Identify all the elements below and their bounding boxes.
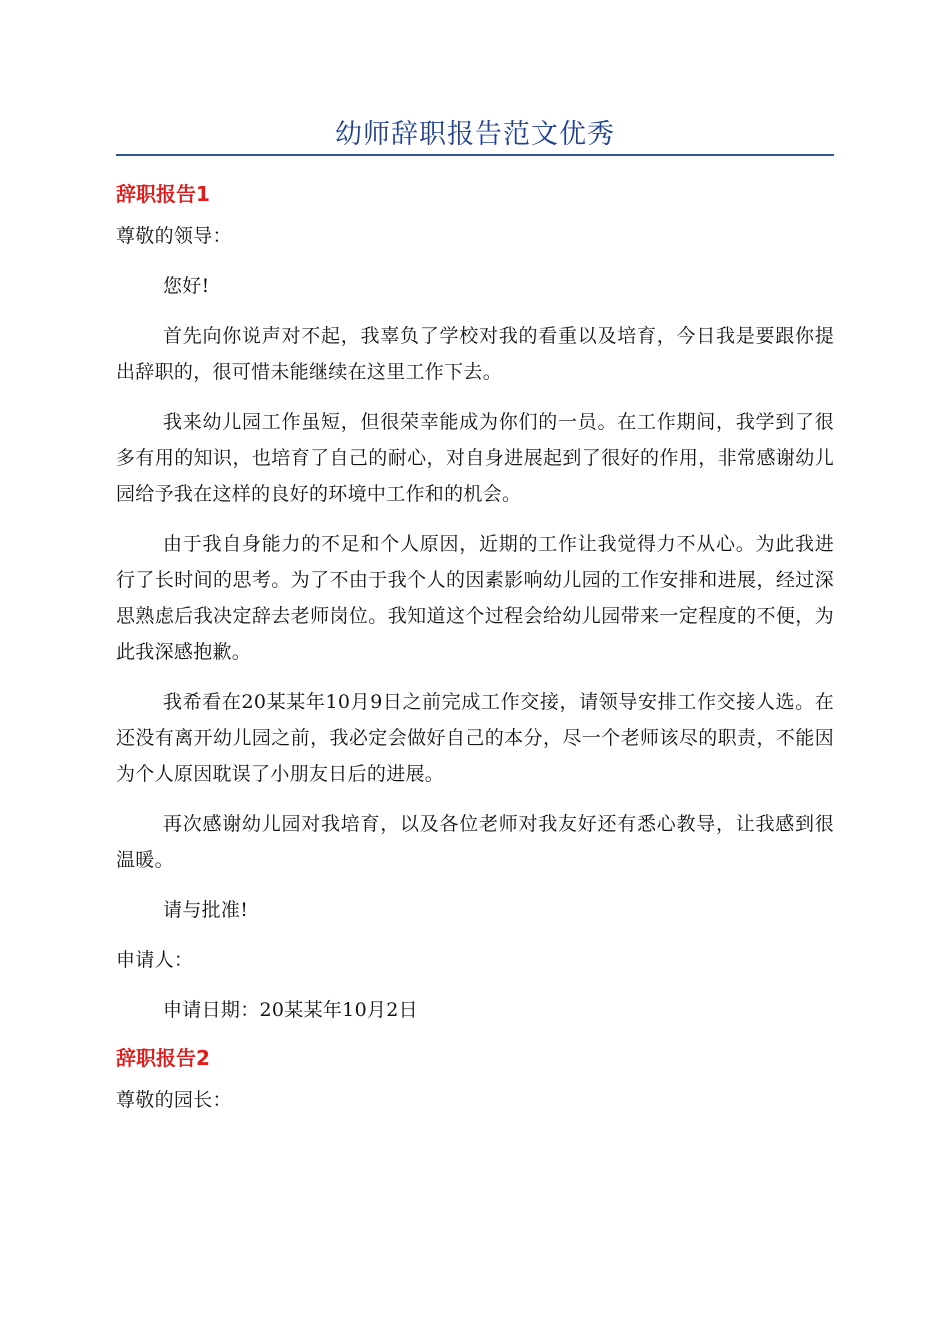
report-1-paragraph: 我希看在20某某年10月9日之前完成工作交接，请领导安排工作交接人选。在还没有离开幼儿园之前，我必定会做好自己的本分，尽一个老师该尽的职责，不能因为个人原因耽误了小朋友日后的进展。 [116,691,834,785]
report-1-closing: 请与批准! [163,899,249,921]
report-1-paragraph: 再次感谢幼儿园对我培育，以及各位老师对我友好还有悉心教导，让我感到很温暖。 [116,813,834,871]
report-1-paragraph: 首先向你说声对不起，我辜负了学校对我的看重以及培育，今日我是要跟你提出辞职的，很可惜未能继续在这里工作下去。 [116,325,834,383]
report-1-applicant: 申请人： [116,949,194,971]
report-2-heading: 辞职报告2 [116,1046,210,1070]
report-1-greeting: 您好! [163,275,210,297]
report-2-salutation: 尊敬的园长： [116,1089,232,1111]
report-1-paragraph: 由于我自身能力的不足和个人原因，近期的工作让我觉得力不从心。为此我进行了长时间的思考。为了不由于我个人的因素影响幼儿园的工作安排和进展，经过深思熟虑后我决定辞去老师岗位。我知道这个过程会给幼儿园带来一定程度的不便，为此我深感抱歉。 [116,533,834,663]
document-body [116,178,834,1132]
report-1-date: 申请日期：20某某年10月2日 [163,999,418,1021]
report-1-paragraph: 我来幼儿园工作虽短，但很荣幸能成为你们的一员。在工作期间，我学到了很多有用的知识，也培育了自己的耐心，对自身进展起到了很好的作用，非常感谢幼儿园给予我在这样的良好的环境中工作和的机会。 [116,411,834,505]
title-underline [116,154,834,156]
document-title: 幼师辞职报告范文优秀 [335,119,615,150]
report-1-heading: 辞职报告1 [116,182,210,206]
report-1-salutation: 尊敬的领导： [116,225,232,247]
